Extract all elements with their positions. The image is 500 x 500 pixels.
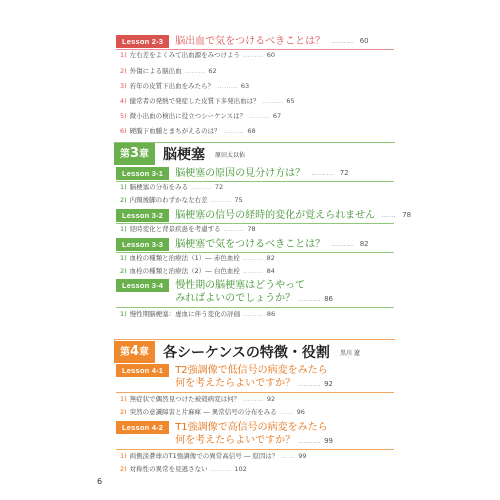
toc-item[interactable]: [120, 464, 247, 474]
item-number: 5): [120, 112, 127, 120]
toc-item[interactable]: [120, 66, 217, 76]
leader-dots: ………: [243, 395, 264, 403]
leader-dots: ……: [279, 408, 294, 416]
item-number: 2): [120, 67, 127, 75]
chapter-4-heading[interactable]: [114, 341, 394, 363]
leader-dots: ………: [217, 82, 238, 90]
toc-item[interactable]: [120, 253, 275, 263]
page-ref: 78: [247, 225, 256, 233]
toc-item[interactable]: [120, 182, 223, 192]
leader-dots: ………: [249, 112, 270, 120]
leader-dots: ……: [281, 452, 296, 460]
item-number: 2): [120, 408, 127, 416]
lesson-badge: Lesson 3-3: [116, 238, 169, 251]
item-text: 微小出血の検出に役立つシーケンスは？: [129, 112, 247, 120]
toc-item[interactable]: [120, 126, 256, 136]
page-ref: 82: [266, 254, 275, 262]
lesson-badge: Lesson 4-1: [116, 364, 169, 377]
leader-dots: ………: [298, 295, 321, 303]
item-text: 慢性期脳梗塞：虚血に伴う変化の評価: [129, 310, 241, 318]
leader-dots: ………: [242, 267, 264, 275]
leader-dots: ………: [223, 225, 245, 233]
page-ref: 92: [324, 380, 333, 388]
leader-dots: ………: [191, 183, 212, 191]
item-text: 無症状で偶然見つけた被殻病変は何？: [129, 395, 241, 403]
page-ref: 102: [234, 465, 247, 473]
page-ref: 72: [339, 169, 349, 177]
toc-item[interactable]: [120, 195, 243, 205]
chapter-title: 各シーケンスの特徴・役割: [163, 345, 330, 361]
lesson-title: T2強調像で低信号の病変をみたら 何を考えたらよいですか？ ……… 92: [175, 365, 333, 389]
lesson-title: 脳梗塞で気をつけるべきことは？: [175, 238, 326, 250]
chapter-label: 第3章: [114, 143, 155, 165]
item-text: 内頸後脚のわずかな左右差: [129, 196, 208, 204]
item-number: 6): [120, 127, 127, 135]
leader-dots: ……: [381, 211, 397, 219]
page-ref: 84: [266, 267, 275, 275]
lesson-4-1-heading[interactable]: [116, 364, 333, 392]
item-text: 左右差をよくみて出血源をみつけよう: [129, 51, 241, 59]
leader-dots: ………: [331, 37, 354, 45]
toc-item[interactable]: [120, 96, 295, 106]
chapter-author: 黒川 遼: [339, 349, 360, 357]
item-number: 1): [120, 51, 127, 59]
chapter-label: 第4章: [114, 341, 155, 363]
leader-dots: ………: [311, 169, 334, 177]
toc-item[interactable]: [120, 266, 275, 276]
item-text: 硬膜下血腫とまちがえるのは？: [129, 127, 221, 135]
leader-dots: ………: [298, 437, 321, 445]
toc-item[interactable]: [120, 309, 275, 319]
leader-dots: ………: [223, 127, 245, 135]
item-text: 対称性の異常を見逃さない: [129, 465, 208, 473]
leader-dots: ………: [210, 196, 232, 204]
leader-dots: ………: [262, 97, 284, 105]
item-number: 1): [120, 310, 127, 318]
lesson-3-4-heading[interactable]: [116, 279, 333, 307]
lesson-title: 脳梗塞の原因の見分け方は？: [175, 167, 306, 179]
item-text: 健常者の発熱で発症した皮質下多発出血は？: [129, 97, 260, 105]
item-number: 1): [120, 225, 127, 233]
page-ref: 96: [296, 408, 305, 416]
page-ref: 86: [324, 295, 333, 303]
lesson-badge: Lesson 3-2: [116, 209, 169, 222]
toc-item[interactable]: [120, 394, 275, 404]
leader-dots: ………: [242, 254, 264, 262]
page-number: 6: [97, 477, 103, 486]
item-text: 外傷による脳出血: [129, 67, 182, 75]
chapter-author: 原田太以佑: [215, 151, 246, 159]
page-ref: 63: [240, 82, 250, 90]
item-text: 若年の皮質下出血をみたら？: [129, 82, 215, 90]
item-number: 1): [120, 452, 127, 460]
toc-item[interactable]: [120, 50, 275, 60]
item-text: 突然の意識障害と片麻痺 ― 異常信号の分布をみる: [129, 408, 277, 416]
page-ref: 82: [359, 240, 369, 248]
lesson-title: T1強調像で高信号の病変をみたら 何を考えたらよいですか？ ……… 99: [175, 422, 333, 446]
lesson-3-1-heading[interactable]: [116, 166, 349, 180]
lesson-4-2-heading[interactable]: [116, 421, 333, 449]
lesson-badge: Lesson 2-3: [116, 35, 169, 48]
page-ref: 86: [266, 310, 276, 318]
toc-item[interactable]: [120, 224, 256, 234]
item-number: 3): [120, 82, 127, 90]
page-ref: 60: [266, 51, 276, 59]
item-number: 4): [120, 97, 127, 105]
item-number: 2): [120, 465, 127, 473]
toc-item[interactable]: [120, 407, 305, 417]
page-ref: 68: [247, 127, 256, 135]
page-ref: 78: [402, 211, 412, 219]
page-ref: 92: [266, 395, 276, 403]
lesson-badge: Lesson 3-4: [116, 279, 169, 292]
toc-item[interactable]: [120, 111, 281, 121]
page-ref: 99: [324, 437, 333, 445]
page-ref: 72: [214, 183, 224, 191]
page-ref: 67: [272, 112, 282, 120]
item-text: 脳梗塞の分布をみる: [129, 183, 189, 191]
leader-dots: ………: [184, 67, 206, 75]
lesson-badge: Lesson 4-2: [116, 421, 169, 434]
lesson-3-3-heading[interactable]: [116, 237, 369, 251]
leader-dots: ………: [210, 465, 232, 473]
page-ref: 75: [234, 196, 243, 204]
item-text: 血栓の種類と治療法（2）― 白色血栓: [129, 267, 240, 275]
leader-dots: ………: [331, 240, 354, 248]
item-number: 2): [120, 196, 127, 204]
lesson-title: 脳出血で気をつけるべきことは？: [175, 35, 326, 47]
leader-dots: ………: [243, 310, 264, 318]
page-ref: 62: [208, 67, 217, 75]
item-text: 経時変化と背景疾患を考慮する: [129, 225, 221, 233]
chapter-3-heading[interactable]: [114, 143, 394, 165]
toc-item[interactable]: [120, 451, 307, 461]
lesson-title: 脳梗塞の信号の経時的変化が覚えられません: [175, 209, 376, 221]
page-ref: 65: [286, 97, 295, 105]
lesson-2-3-heading[interactable]: [116, 34, 369, 48]
lesson-3-2-heading[interactable]: [116, 208, 411, 222]
lesson-title: 慢性期の脳梗塞はどうやって みればよいのでしょうか？ ……… 86: [175, 280, 333, 304]
leader-dots: ………: [243, 51, 264, 59]
lesson-badge: Lesson 3-1: [116, 167, 169, 180]
item-number: 1): [120, 254, 127, 262]
item-number: 2): [120, 267, 127, 275]
page-ref: 60: [359, 37, 369, 45]
item-number: 1): [120, 395, 127, 403]
page-ref: 99: [298, 452, 307, 460]
item-number: 1): [120, 183, 127, 191]
toc-item[interactable]: [120, 81, 249, 91]
leader-dots: ………: [298, 380, 321, 388]
item-text: 血栓の種類と治療法（1）― 赤色血栓: [129, 254, 240, 262]
chapter-title: 脳梗塞: [163, 147, 206, 163]
item-text: 両側淡蒼球のT1強調像での異常高信号 ― 原因は？: [129, 452, 279, 460]
